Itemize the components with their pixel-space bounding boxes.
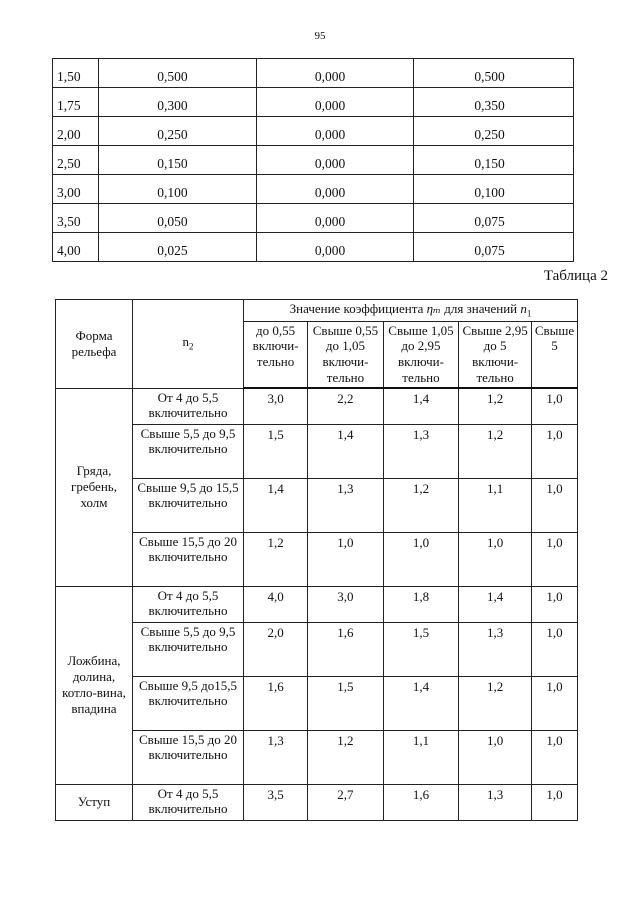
coefficient-value-cell: 3,0 xyxy=(244,388,308,424)
header-col-4: Свыше 2,95 до 5 включи-тельно xyxy=(459,321,532,388)
coefficient-value-cell: 1,2 xyxy=(459,424,532,478)
coefficient-value-cell: 1,2 xyxy=(383,478,459,532)
coefficient-value-cell: 1,0 xyxy=(532,784,578,820)
table-cell: 0,000 xyxy=(256,117,414,146)
table-row xyxy=(56,532,578,586)
page-number: 95 xyxy=(314,30,326,42)
table-row xyxy=(53,233,574,262)
table-cell: 1,75 xyxy=(53,88,99,117)
table-row xyxy=(53,59,574,88)
header-n1-symbol: n xyxy=(520,301,527,316)
coefficient-value-cell: 1,6 xyxy=(244,676,308,730)
coefficient-value-cell: 1,3 xyxy=(459,622,532,676)
n2-range-cell: Свыше 15,5 до 20 включительно xyxy=(133,730,244,784)
header-n2-subscript: 2 xyxy=(189,342,194,353)
coefficient-value-cell: 4,0 xyxy=(244,586,308,622)
header-coefficient-middle: для значений xyxy=(441,301,521,316)
table-cell: 0,050 xyxy=(99,204,257,233)
coefficient-value-cell: 1,5 xyxy=(308,676,384,730)
coefficient-value-cell: 1,5 xyxy=(383,622,459,676)
table-row xyxy=(53,204,574,233)
coefficient-value-cell: 1,6 xyxy=(308,622,384,676)
header-coefficient-prefix: Значение коэффициента xyxy=(289,301,427,316)
table-cell: 3,00 xyxy=(53,175,99,204)
coefficient-value-cell: 1,0 xyxy=(383,532,459,586)
table-cell: 0,000 xyxy=(256,146,414,175)
coefficient-value-cell: 2,0 xyxy=(244,622,308,676)
table-cell: 0,300 xyxy=(99,88,257,117)
relief-form-cell: Гряда, гребень, холм xyxy=(56,388,133,586)
header-coefficient xyxy=(244,300,578,322)
table-cell: 0,500 xyxy=(414,59,574,88)
coefficient-value-cell: 1,0 xyxy=(459,730,532,784)
table-cell: 0,250 xyxy=(414,117,574,146)
coefficient-value-cell: 1,0 xyxy=(532,622,578,676)
coefficient-value-cell: 1,4 xyxy=(459,586,532,622)
header-coefficient-symbol: ηₘ xyxy=(426,301,442,316)
coefficient-value-cell: 1,3 xyxy=(244,730,308,784)
coefficient-value-cell: 1,0 xyxy=(532,532,578,586)
table-cell: 0,075 xyxy=(414,233,574,262)
n2-range-cell: Свыше 9,5 до15,5 включительно xyxy=(133,676,244,730)
table-row xyxy=(53,175,574,204)
coefficient-value-cell: 1,8 xyxy=(383,586,459,622)
relief-coefficient-table xyxy=(55,299,578,821)
coefficient-value-cell: 1,2 xyxy=(459,388,532,424)
table-row xyxy=(56,586,578,622)
table-row xyxy=(53,146,574,175)
table-cell: 0,100 xyxy=(414,175,574,204)
table-cell: 0,500 xyxy=(99,59,257,88)
table-row xyxy=(53,88,574,117)
header-n2-symbol: n xyxy=(182,334,189,350)
coefficient-value-cell: 1,4 xyxy=(383,388,459,424)
coefficient-value-cell: 1,4 xyxy=(383,676,459,730)
table-cell: 0,075 xyxy=(414,204,574,233)
header-col-1: до 0,55 включи-тельно xyxy=(244,321,308,388)
table-cell: 1,50 xyxy=(53,59,99,88)
coefficient-value-cell: 1,2 xyxy=(308,730,384,784)
relief-form-cell: Уступ xyxy=(56,784,133,820)
coefficient-value-cell: 1,0 xyxy=(532,586,578,622)
table-row xyxy=(56,478,578,532)
table-cell: 0,000 xyxy=(256,204,414,233)
table-cell: 2,00 xyxy=(53,117,99,146)
n2-range-cell: От 4 до 5,5 включительно xyxy=(133,784,244,820)
coefficient-value-cell: 3,0 xyxy=(308,586,384,622)
table-cell: 0,000 xyxy=(256,233,414,262)
coefficient-value-cell: 1,0 xyxy=(459,532,532,586)
coefficient-value-cell: 1,0 xyxy=(532,388,578,424)
table-row xyxy=(56,388,578,424)
coefficient-value-cell: 1,2 xyxy=(459,676,532,730)
n2-range-cell: Свыше 5,5 до 9,5 включительно xyxy=(133,424,244,478)
coefficient-value-cell: 1,0 xyxy=(532,478,578,532)
header-col-3: Свыше 1,05 до 2,95 включи-тельно xyxy=(383,321,459,388)
header-n2 xyxy=(133,300,244,389)
table-cell: 3,50 xyxy=(53,204,99,233)
table-cell: 0,000 xyxy=(256,59,414,88)
coefficient-value-cell: 1,0 xyxy=(532,676,578,730)
coefficient-value-cell: 1,1 xyxy=(383,730,459,784)
coefficient-table-continued xyxy=(52,58,574,262)
coefficient-value-cell: 1,0 xyxy=(308,532,384,586)
table-row xyxy=(56,622,578,676)
coefficient-value-cell: 1,5 xyxy=(244,424,308,478)
coefficient-value-cell: 2,7 xyxy=(308,784,384,820)
coefficient-value-cell: 2,2 xyxy=(308,388,384,424)
table-cell: 2,50 xyxy=(53,146,99,175)
table-row xyxy=(56,784,578,820)
header-col-2: Свыше 0,55 до 1,05 включи-тельно xyxy=(308,321,384,388)
coefficient-value-cell: 1,0 xyxy=(532,730,578,784)
table-row xyxy=(53,117,574,146)
table-cell: 0,350 xyxy=(414,88,574,117)
table-cell: 0,000 xyxy=(256,88,414,117)
coefficient-value-cell: 1,4 xyxy=(308,424,384,478)
table-row xyxy=(56,424,578,478)
table-cell: 4,00 xyxy=(53,233,99,262)
table-row xyxy=(56,730,578,784)
n2-range-cell: Свыше 5,5 до 9,5 включительно xyxy=(133,622,244,676)
table-caption: Таблица 2 xyxy=(543,268,608,284)
header-n1-subscript: 1 xyxy=(526,308,532,319)
n2-range-cell: Свыше 9,5 до 15,5 включительно xyxy=(133,478,244,532)
table-cell: 0,100 xyxy=(99,175,257,204)
coefficient-value-cell: 3,5 xyxy=(244,784,308,820)
table-cell: 0,000 xyxy=(256,175,414,204)
table-cell: 0,250 xyxy=(99,117,257,146)
table-row xyxy=(56,676,578,730)
coefficient-value-cell: 1,3 xyxy=(459,784,532,820)
coefficient-value-cell: 1,1 xyxy=(459,478,532,532)
table-cell: 0,150 xyxy=(99,146,257,175)
n2-range-cell: От 4 до 5,5 включительно xyxy=(133,586,244,622)
table-cell: 0,150 xyxy=(414,146,574,175)
coefficient-value-cell: 1,3 xyxy=(383,424,459,478)
coefficient-value-cell: 1,2 xyxy=(244,532,308,586)
coefficient-value-cell: 1,3 xyxy=(308,478,384,532)
coefficient-value-cell: 1,0 xyxy=(532,424,578,478)
n2-range-cell: Свыше 15,5 до 20 включительно xyxy=(133,532,244,586)
table-cell: 0,025 xyxy=(99,233,257,262)
header-relief-form: Форма рельефа xyxy=(56,300,133,389)
coefficient-value-cell: 1,6 xyxy=(383,784,459,820)
header-col-5: Свыше 5 xyxy=(532,321,578,388)
n2-range-cell: От 4 до 5,5 включительно xyxy=(133,388,244,424)
coefficient-value-cell: 1,4 xyxy=(244,478,308,532)
relief-form-cell: Ложбина, долина, котло-вина, впадина xyxy=(56,586,133,784)
